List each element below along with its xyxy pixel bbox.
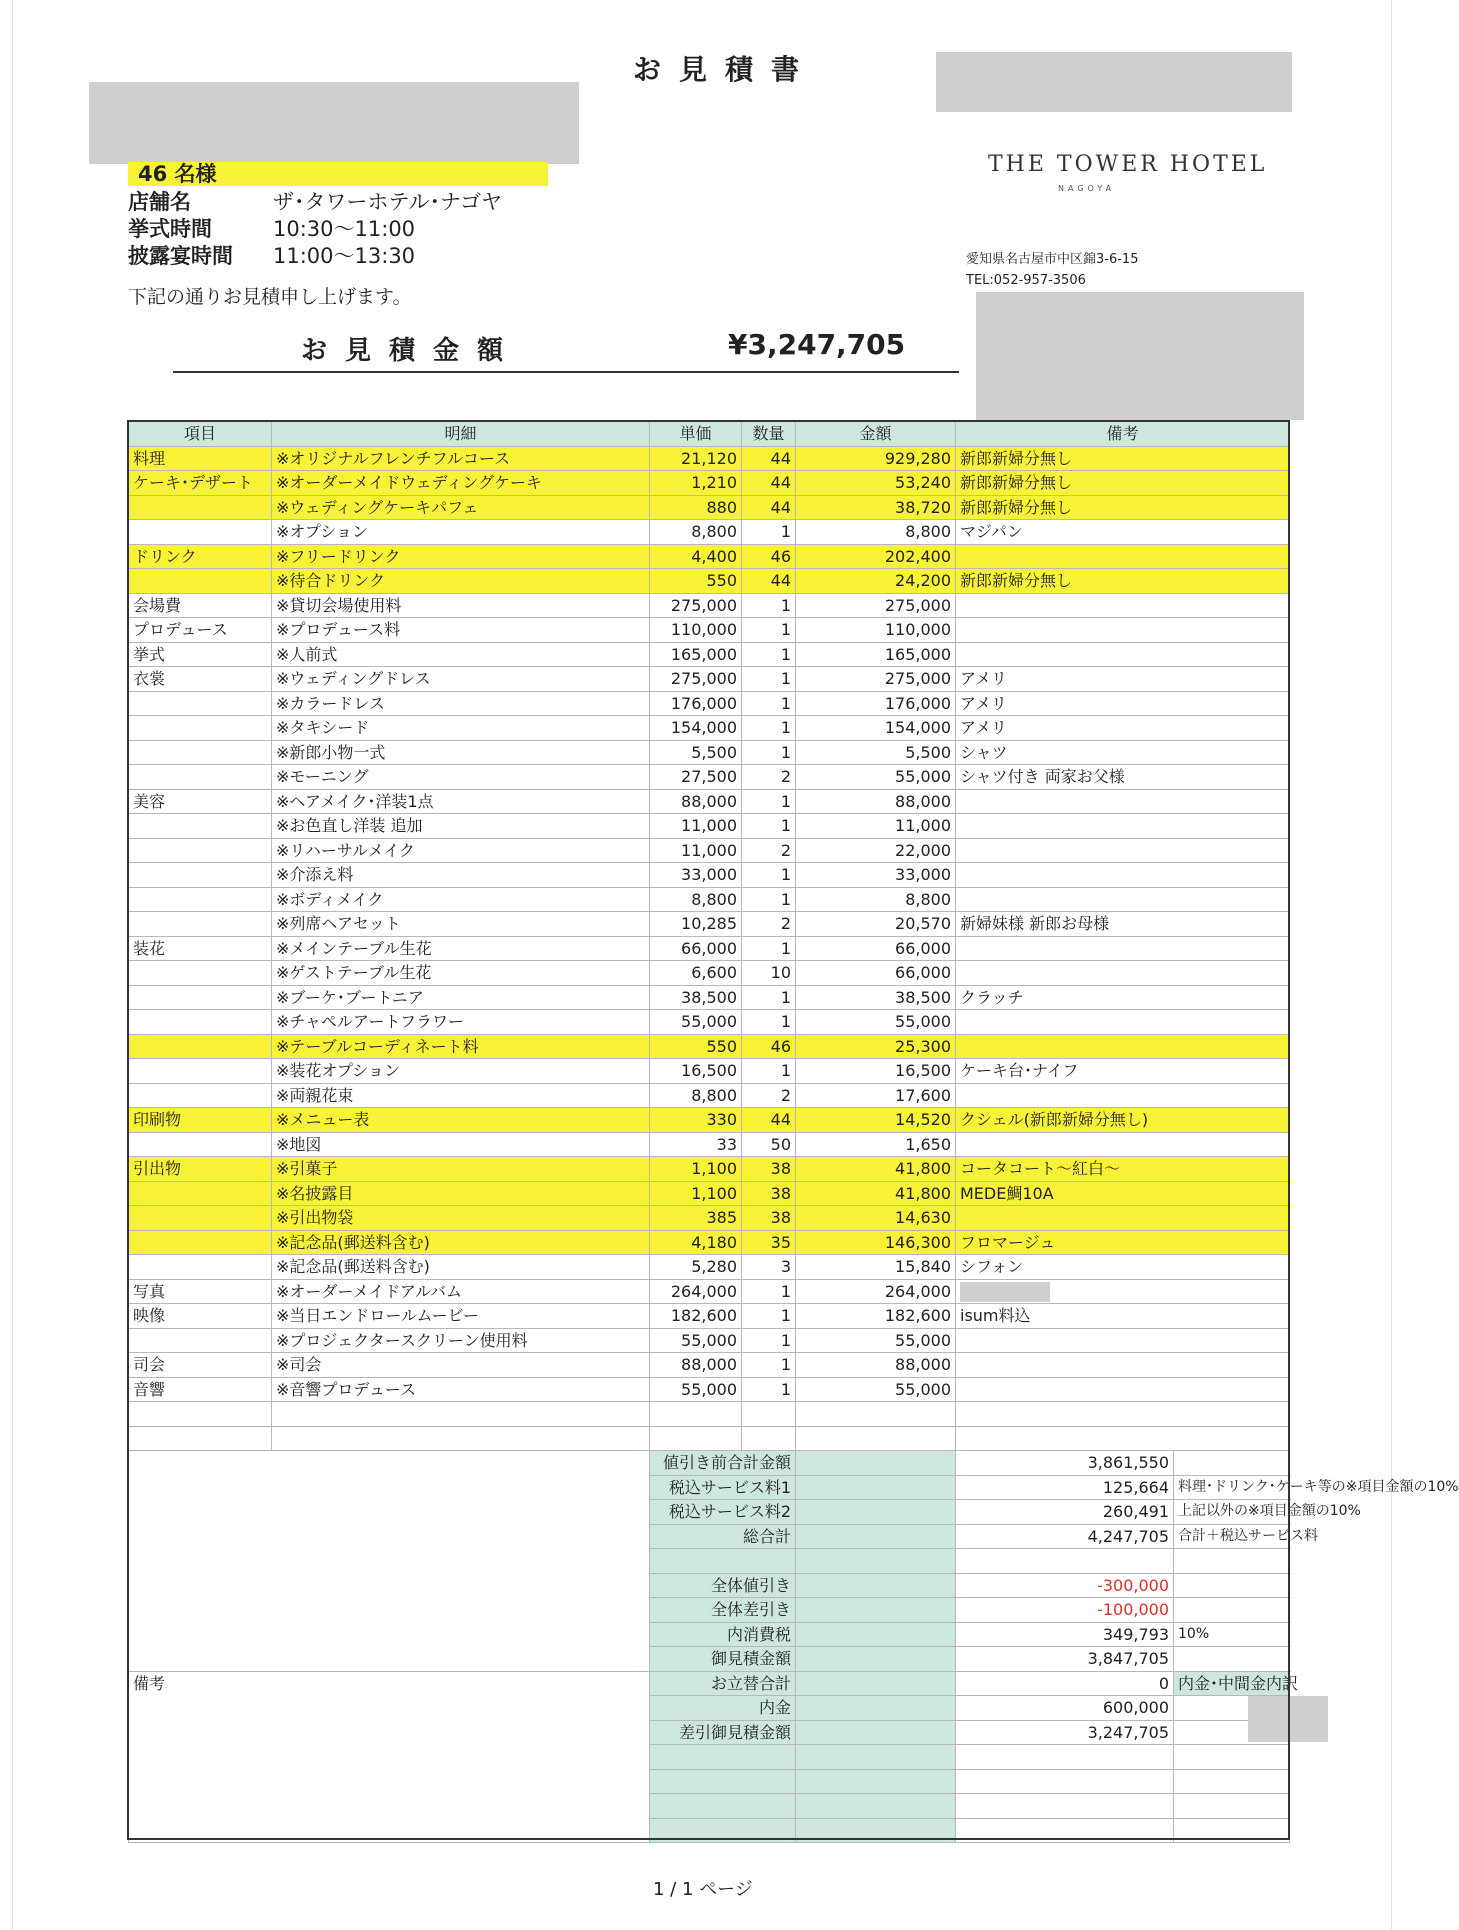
- row-remarks: アメリ: [956, 716, 1290, 741]
- row-unit-price: 88,000: [650, 789, 742, 814]
- row-quantity: 1: [742, 789, 796, 814]
- row-detail: ※テーブルコーディネート料: [272, 1034, 650, 1059]
- row-quantity: 1: [742, 1353, 796, 1378]
- row-unit-price: 16,500: [650, 1059, 742, 1084]
- summary-note: 料理･ドリンク･ケーキ等の※項目金額の10%: [1174, 1475, 1290, 1500]
- row-amount: 202,400: [796, 544, 956, 569]
- row-detail: ※装花オプション: [272, 1059, 650, 1084]
- row-quantity: 38: [742, 1157, 796, 1182]
- row-quantity: 1: [742, 887, 796, 912]
- summary-label: 内消費税: [650, 1622, 796, 1647]
- row-quantity: 1: [742, 863, 796, 888]
- row-quantity: 3: [742, 1255, 796, 1280]
- summary-label: 全体差引き: [650, 1598, 796, 1623]
- total-value: ¥3,247,705: [728, 328, 906, 361]
- row-amount: 66,000: [796, 961, 956, 986]
- row-quantity: 1: [742, 1304, 796, 1329]
- header-detail: 明細: [272, 422, 650, 447]
- header-qty: 数量: [742, 422, 796, 447]
- total-label: お見積金額: [301, 336, 522, 366]
- row-unit-price: 27,500: [650, 765, 742, 790]
- row-detail: ※プロジェクタースクリーン使用料: [272, 1328, 650, 1353]
- summary-value: 3,847,705: [956, 1647, 1174, 1672]
- summary-value: 349,793: [956, 1622, 1174, 1647]
- row-amount: 55,000: [796, 1377, 956, 1402]
- row-detail: ※貸切会場使用料: [272, 593, 650, 618]
- hotel-tel: TEL:052-957-3506: [966, 273, 1086, 288]
- estimate-note: 下記の通りお見積申し上げます。: [128, 286, 412, 308]
- row-detail: ※司会: [272, 1353, 650, 1378]
- hotel-logo-name: THE TOWER HOTEL: [988, 152, 1268, 177]
- tail-value: 600,000: [956, 1696, 1174, 1721]
- row-amount: 165,000: [796, 642, 956, 667]
- row-remarks: 新郎新婦分無し: [956, 446, 1290, 471]
- row-amount: 8,800: [796, 887, 956, 912]
- row-item: 司会: [129, 1353, 272, 1378]
- row-quantity: 1: [742, 691, 796, 716]
- row-unit-price: 55,000: [650, 1328, 742, 1353]
- row-amount: 5,500: [796, 740, 956, 765]
- row-amount: 1,650: [796, 1132, 956, 1157]
- row-quantity: 1: [742, 1328, 796, 1353]
- row-remarks: シャツ: [956, 740, 1290, 765]
- tail-value: 3,247,705: [956, 1720, 1174, 1745]
- row-quantity: 46: [742, 544, 796, 569]
- row-amount: 53,240: [796, 471, 956, 496]
- summary-value: -100,000: [956, 1598, 1174, 1623]
- row-detail: ※メニュー表: [272, 1108, 650, 1133]
- document-page: [12, 0, 1459, 1930]
- venue-row: 店舗名 ザ･タワーホテル･ナゴヤ: [128, 190, 503, 214]
- row-detail: ※リハーサルメイク: [272, 838, 650, 863]
- row-remarks: マジパン: [956, 520, 1290, 545]
- row-item: ケーキ･デザート: [129, 471, 272, 496]
- row-item: 写真: [129, 1279, 272, 1304]
- row-unit-price: 11,000: [650, 838, 742, 863]
- row-unit-price: 8,800: [650, 887, 742, 912]
- row-amount: 38,720: [796, 495, 956, 520]
- row-remarks: isum料込: [956, 1304, 1290, 1329]
- row-detail: ※ウェディングケーキパフェ: [272, 495, 650, 520]
- row-item: 料理: [129, 446, 272, 471]
- row-detail: ※新郎小物一式: [272, 740, 650, 765]
- row-quantity: 38: [742, 1206, 796, 1231]
- row-unit-price: 182,600: [650, 1304, 742, 1329]
- row-item: 音響: [129, 1377, 272, 1402]
- row-unit-price: 4,400: [650, 544, 742, 569]
- row-detail: ※メインテーブル生花: [272, 936, 650, 961]
- summary-label: 総合計: [650, 1524, 796, 1549]
- row-amount: 146,300: [796, 1230, 956, 1255]
- row-remarks: フロマージュ: [956, 1230, 1290, 1255]
- row-detail: ※ボディメイク: [272, 887, 650, 912]
- row-unit-price: 385: [650, 1206, 742, 1231]
- row-unit-price: 38,500: [650, 985, 742, 1010]
- header-amount: 金額: [796, 422, 956, 447]
- row-quantity: 46: [742, 1034, 796, 1059]
- row-detail: ※オプション: [272, 520, 650, 545]
- row-unit-price: 275,000: [650, 667, 742, 692]
- row-detail: ※モーニング: [272, 765, 650, 790]
- row-item: 挙式: [129, 642, 272, 667]
- row-detail: ※記念品(郵送料含む): [272, 1255, 650, 1280]
- row-unit-price: 880: [650, 495, 742, 520]
- tail-label: お立替合計: [650, 1671, 796, 1696]
- summary-value: -300,000: [956, 1573, 1174, 1598]
- row-item: 装花: [129, 936, 272, 961]
- row-quantity: 44: [742, 471, 796, 496]
- hotel-logo-sub: NAGOYA: [1058, 184, 1116, 193]
- row-unit-price: 5,500: [650, 740, 742, 765]
- row-unit-price: 1,100: [650, 1157, 742, 1182]
- row-amount: 14,630: [796, 1206, 956, 1231]
- row-quantity: 2: [742, 1083, 796, 1108]
- row-unit-price: 1,210: [650, 471, 742, 496]
- row-amount: 11,000: [796, 814, 956, 839]
- row-quantity: 1: [742, 1059, 796, 1084]
- row-unit-price: 110,000: [650, 618, 742, 643]
- row-quantity: 50: [742, 1132, 796, 1157]
- row-remarks: クシェル(新郎新婦分無し): [956, 1108, 1290, 1133]
- row-unit-price: 165,000: [650, 642, 742, 667]
- row-unit-price: 11,000: [650, 814, 742, 839]
- row-detail: ※オリジナルフレンチフルコース: [272, 446, 650, 471]
- row-amount: 16,500: [796, 1059, 956, 1084]
- summary-label: 全体値引き: [650, 1573, 796, 1598]
- row-amount: 14,520: [796, 1108, 956, 1133]
- row-quantity: 1: [742, 593, 796, 618]
- row-detail: ※カラードレス: [272, 691, 650, 716]
- row-amount: 20,570: [796, 912, 956, 937]
- row-quantity: 1: [742, 520, 796, 545]
- row-detail: ※待合ドリンク: [272, 569, 650, 594]
- row-unit-price: 550: [650, 1034, 742, 1059]
- row-amount: 154,000: [796, 716, 956, 741]
- row-unit-price: 55,000: [650, 1377, 742, 1402]
- header-unit: 単価: [650, 422, 742, 447]
- row-quantity: 1: [742, 716, 796, 741]
- deposit-title: 内金･中間金内訳: [1174, 1671, 1290, 1696]
- row-remarks: コータコート〜紅白〜: [956, 1157, 1290, 1182]
- page-number: 1 / 1 ページ: [653, 1879, 753, 1900]
- row-amount: 8,800: [796, 520, 956, 545]
- row-detail: ※オーダーメイドアルバム: [272, 1279, 650, 1304]
- row-detail: ※人前式: [272, 642, 650, 667]
- row-unit-price: 66,000: [650, 936, 742, 961]
- row-unit-price: 5,280: [650, 1255, 742, 1280]
- row-quantity: 1: [742, 740, 796, 765]
- row-item: 印刷物: [129, 1108, 272, 1133]
- row-quantity: 44: [742, 1108, 796, 1133]
- row-amount: 929,280: [796, 446, 956, 471]
- row-item: プロデュース: [129, 618, 272, 643]
- row-remarks: 新郎新婦分無し: [956, 569, 1290, 594]
- row-detail: ※ゲストテーブル生花: [272, 961, 650, 986]
- redacted-block: [89, 82, 579, 164]
- row-remarks: アメリ: [956, 667, 1290, 692]
- row-unit-price: 550: [650, 569, 742, 594]
- summary-label: 税込サービス料2: [650, 1500, 796, 1525]
- row-detail: ※ウェディングドレス: [272, 667, 650, 692]
- row-remarks: シャツ付き 両家お父様: [956, 765, 1290, 790]
- row-unit-price: 10,285: [650, 912, 742, 937]
- header-item: 項目: [129, 422, 272, 447]
- row-quantity: 38: [742, 1181, 796, 1206]
- ceremony-row: 挙式時間 10:30〜11:00: [128, 217, 416, 241]
- row-detail: ※プロデュース料: [272, 618, 650, 643]
- row-item: 美容: [129, 789, 272, 814]
- row-quantity: 44: [742, 446, 796, 471]
- row-unit-price: 55,000: [650, 1010, 742, 1035]
- row-amount: 275,000: [796, 667, 956, 692]
- remarks-label: 備考: [129, 1671, 650, 1843]
- row-quantity: 2: [742, 912, 796, 937]
- row-unit-price: 275,000: [650, 593, 742, 618]
- row-amount: 55,000: [796, 1328, 956, 1353]
- row-quantity: 1: [742, 642, 796, 667]
- tail-label: 差引御見積金額: [650, 1720, 796, 1745]
- row-quantity: 1: [742, 814, 796, 839]
- summary-label: 御見積金額: [650, 1647, 796, 1672]
- row-quantity: 44: [742, 495, 796, 520]
- row-unit-price: 8,800: [650, 1083, 742, 1108]
- tail-value: 0: [956, 1671, 1174, 1696]
- row-detail: ※お色直し洋装 追加: [272, 814, 650, 839]
- summary-note: 上記以外の※項目金額の10%: [1174, 1500, 1290, 1525]
- row-unit-price: 8,800: [650, 520, 742, 545]
- hotel-address: 愛知県名古屋市中区錦3-6-15: [966, 252, 1139, 267]
- row-detail: ※チャペルアートフラワー: [272, 1010, 650, 1035]
- header-remarks: 備考: [956, 422, 1290, 447]
- row-detail: ※名披露目: [272, 1181, 650, 1206]
- row-quantity: 10: [742, 961, 796, 986]
- summary-value: 3,861,550: [956, 1451, 1174, 1476]
- summary-note: 10%: [1174, 1622, 1290, 1647]
- redacted-block: [936, 52, 1292, 112]
- row-detail: ※音響プロデュース: [272, 1377, 650, 1402]
- row-remarks: MEDE鯛10A: [956, 1181, 1290, 1206]
- row-unit-price: 4,180: [650, 1230, 742, 1255]
- row-quantity: 1: [742, 1010, 796, 1035]
- row-amount: 176,000: [796, 691, 956, 716]
- row-amount: 38,500: [796, 985, 956, 1010]
- row-unit-price: 1,100: [650, 1181, 742, 1206]
- summary-label: 税込サービス料1: [650, 1475, 796, 1500]
- row-amount: 55,000: [796, 765, 956, 790]
- row-item: 衣裳: [129, 667, 272, 692]
- row-amount: 55,000: [796, 1010, 956, 1035]
- row-amount: 88,000: [796, 1353, 956, 1378]
- row-detail: ※地図: [272, 1132, 650, 1157]
- row-amount: 25,300: [796, 1034, 956, 1059]
- row-amount: 17,600: [796, 1083, 956, 1108]
- summary-value: 4,247,705: [956, 1524, 1174, 1549]
- row-amount: 182,600: [796, 1304, 956, 1329]
- row-amount: 15,840: [796, 1255, 956, 1280]
- row-detail: ※当日エンドロールムービー: [272, 1304, 650, 1329]
- row-amount: 66,000: [796, 936, 956, 961]
- row-unit-price: 33,000: [650, 863, 742, 888]
- row-detail: ※記念品(郵送料含む): [272, 1230, 650, 1255]
- row-detail: ※引出物袋: [272, 1206, 650, 1231]
- row-amount: 41,800: [796, 1181, 956, 1206]
- document-title: お見積書: [633, 53, 818, 86]
- total-underline: [173, 371, 959, 373]
- row-amount: 88,000: [796, 789, 956, 814]
- row-item: 引出物: [129, 1157, 272, 1182]
- row-unit-price: 21,120: [650, 446, 742, 471]
- tail-label: 内金: [650, 1696, 796, 1721]
- row-detail: ※介添え料: [272, 863, 650, 888]
- row-detail: ※引菓子: [272, 1157, 650, 1182]
- row-amount: 264,000: [796, 1279, 956, 1304]
- row-remarks: ケーキ台･ナイフ: [956, 1059, 1290, 1084]
- row-quantity: 2: [742, 838, 796, 863]
- row-item: 映像: [129, 1304, 272, 1329]
- row-quantity: 1: [742, 667, 796, 692]
- row-detail: ※オーダーメイドウェディングケーキ: [272, 471, 650, 496]
- row-item: ドリンク: [129, 544, 272, 569]
- row-remarks: クラッチ: [956, 985, 1290, 1010]
- row-amount: 275,000: [796, 593, 956, 618]
- row-quantity: 1: [742, 1377, 796, 1402]
- row-quantity: 2: [742, 765, 796, 790]
- guest-count: 46 名様: [128, 162, 548, 186]
- row-amount: 41,800: [796, 1157, 956, 1182]
- row-remarks: シフォン: [956, 1255, 1290, 1280]
- row-amount: 24,200: [796, 569, 956, 594]
- row-quantity: 1: [742, 985, 796, 1010]
- row-amount: 110,000: [796, 618, 956, 643]
- row-item: 会場費: [129, 593, 272, 618]
- row-quantity: 1: [742, 1279, 796, 1304]
- summary-label: 値引き前合計金額: [650, 1451, 796, 1476]
- summary-value: 125,664: [956, 1475, 1174, 1500]
- summary-note: 合計＋税込サービス料: [1174, 1524, 1290, 1549]
- row-quantity: 44: [742, 569, 796, 594]
- row-detail: ※タキシード: [272, 716, 650, 741]
- row-amount: 33,000: [796, 863, 956, 888]
- row-remarks: 新婦妹様 新郎お母様: [956, 912, 1290, 937]
- row-unit-price: 88,000: [650, 1353, 742, 1378]
- row-unit-price: 264,000: [650, 1279, 742, 1304]
- row-remarks: 新郎新婦分無し: [956, 495, 1290, 520]
- row-remarks: アメリ: [956, 691, 1290, 716]
- row-remarks: 新郎新婦分無し: [956, 471, 1290, 496]
- row-detail: ※フリードリンク: [272, 544, 650, 569]
- row-detail: ※列席ヘアセット: [272, 912, 650, 937]
- table-frame: [127, 420, 1290, 1840]
- summary-value: 260,491: [956, 1500, 1174, 1525]
- row-quantity: 1: [742, 618, 796, 643]
- row-amount: 22,000: [796, 838, 956, 863]
- row-detail: ※ブーケ･ブートニア: [272, 985, 650, 1010]
- row-quantity: 35: [742, 1230, 796, 1255]
- row-unit-price: 154,000: [650, 716, 742, 741]
- row-unit-price: 6,600: [650, 961, 742, 986]
- row-unit-price: 176,000: [650, 691, 742, 716]
- redacted-block: [976, 292, 1304, 420]
- row-detail: ※ヘアメイク･洋装1点: [272, 789, 650, 814]
- row-unit-price: 33: [650, 1132, 742, 1157]
- reception-row: 披露宴時間 11:00〜13:30: [128, 244, 416, 268]
- row-detail: ※両親花束: [272, 1083, 650, 1108]
- row-unit-price: 330: [650, 1108, 742, 1133]
- row-quantity: 1: [742, 936, 796, 961]
